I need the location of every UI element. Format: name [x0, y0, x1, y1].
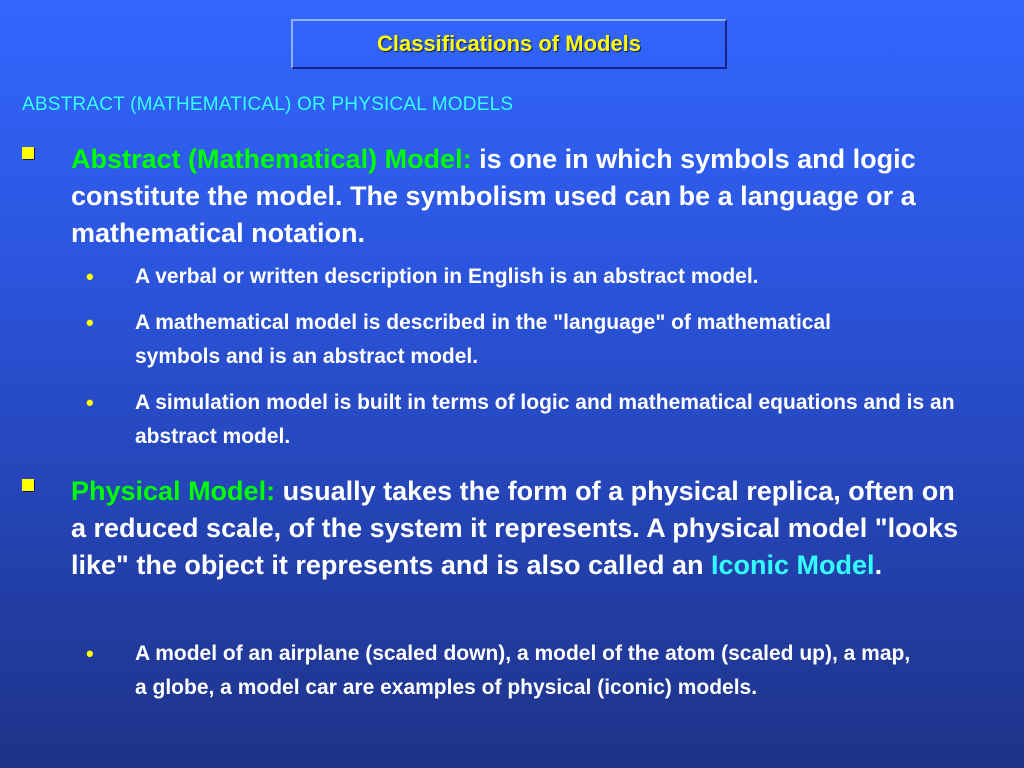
dot-bullet-icon: • [86, 310, 94, 335]
sentence-end: . [874, 550, 883, 580]
dot-bullet-icon: • [86, 641, 94, 666]
sub-bullet-text: A verbal or written description in English is an abstract model. [135, 265, 759, 288]
slide-title: Classifications of Models [376, 31, 642, 56]
square-bullet-icon [22, 147, 34, 159]
definition-physical-model: usually takes the form of a physical replica, often on a reduced scale, of the system it represents. A physical model "looks like" the object it represents and is also called an [71, 476, 959, 580]
square-bullet-icon [22, 479, 34, 491]
dot-bullet-icon: • [86, 390, 94, 415]
main-bullet-text [71, 141, 1002, 252]
sub-bullet-text: A model of an airplane (scaled down), a model of the atom (scaled up), a map, a globe, a model car are examples of physical (iconic) models. [135, 642, 911, 699]
slide-title-box [291, 19, 727, 69]
slide-subtitle: ABSTRACT (MATHEMATICAL) OR PHYSICAL MODELS [22, 94, 514, 115]
term-iconic-model: Iconic Model [711, 550, 875, 580]
dot-bullet-icon: • [86, 264, 94, 289]
sub-bullet-text: A mathematical model is described in the "language" of mathematical symbols and is an abstract model. [135, 311, 831, 368]
sub-bullet-text: A simulation model is built in terms of logic and mathematical equations and is an abstract model. [135, 391, 955, 448]
definition-abstract-model: is one in which symbols and logic constitute the model. The symbolism used can be a language or a mathematical notation. [71, 144, 916, 248]
term-physical-model: Physical Model: [71, 476, 276, 506]
term-abstract-model: Abstract (Mathematical) Model: [71, 144, 472, 174]
main-bullet-text [71, 473, 972, 584]
